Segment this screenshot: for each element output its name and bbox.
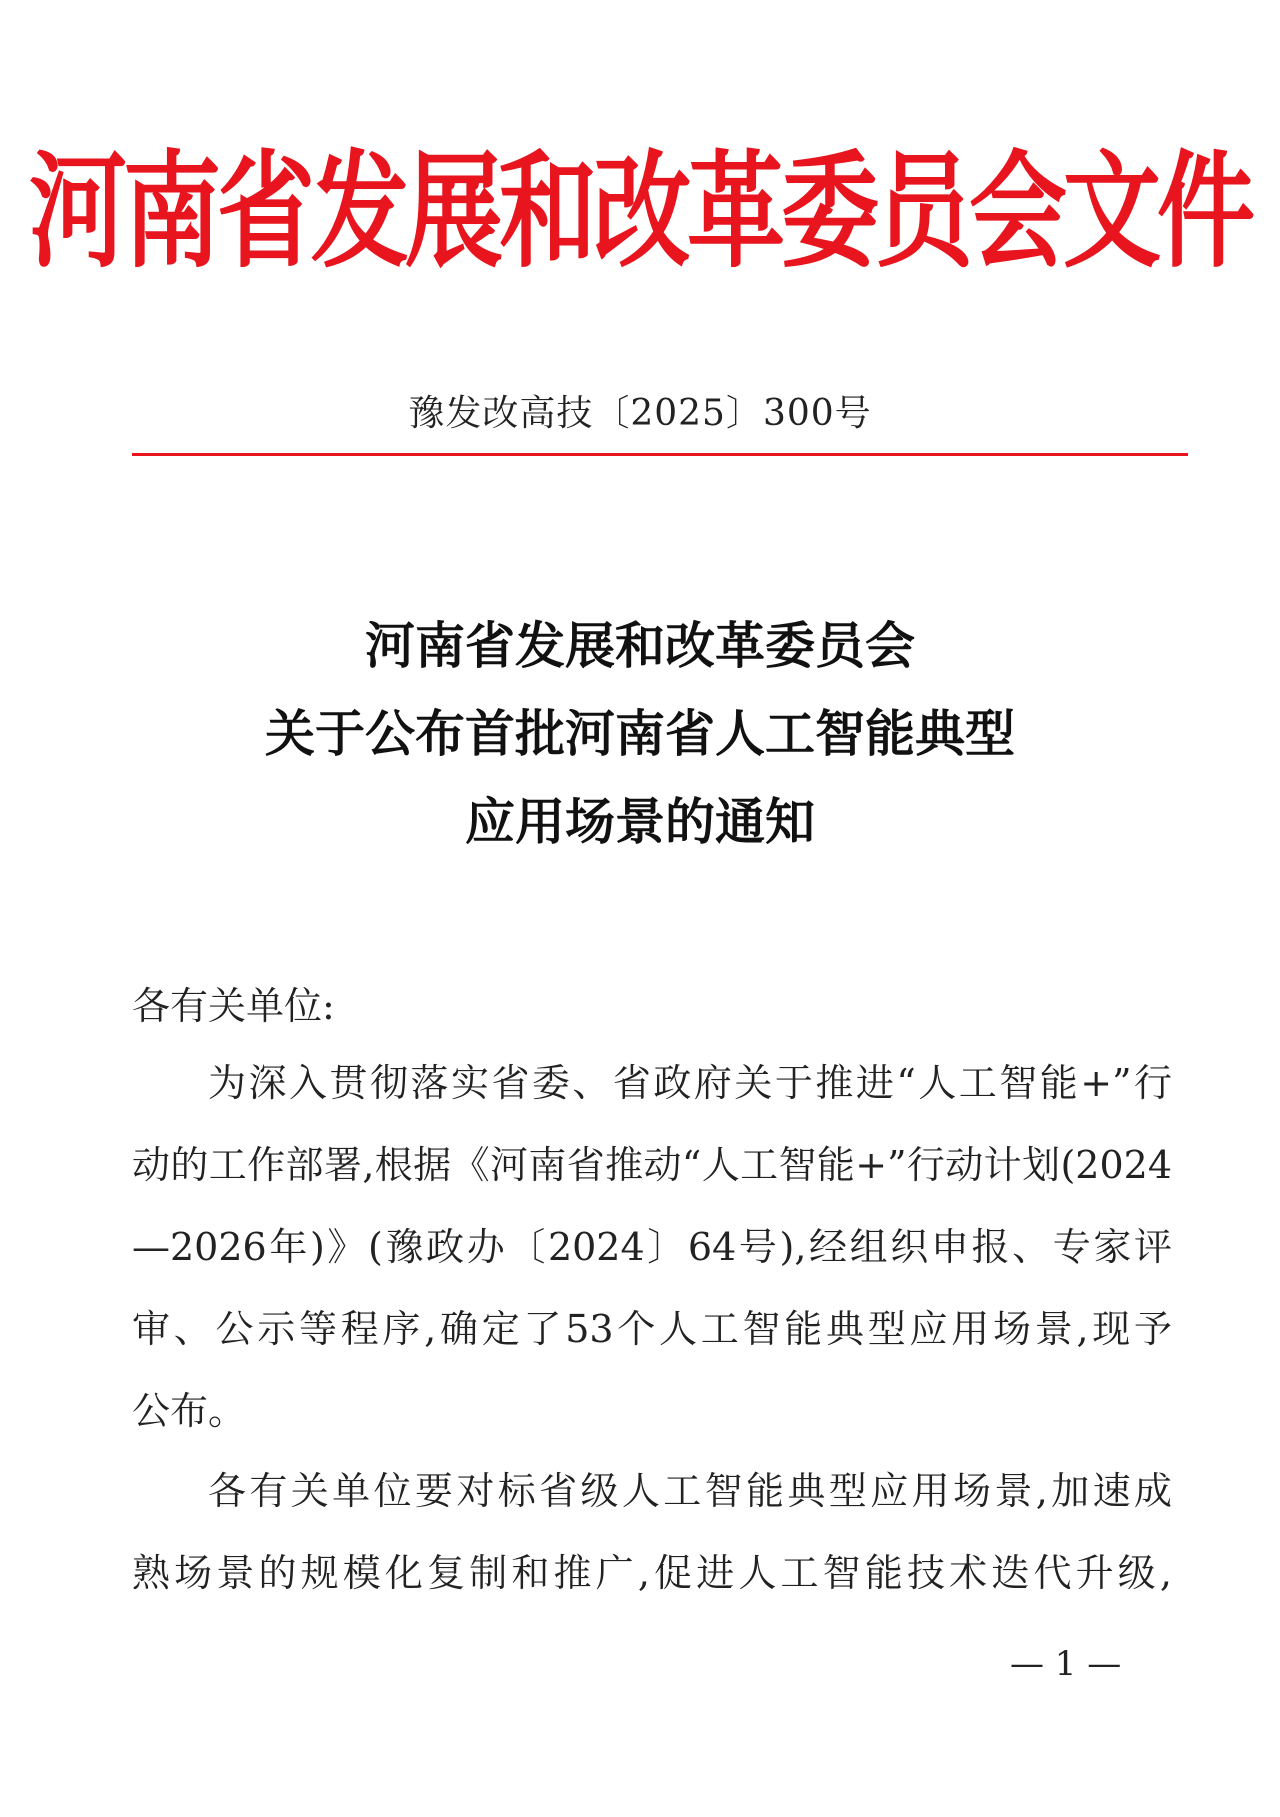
title-line: 关于公布首批河南省人工智能典型	[265, 704, 1015, 763]
title-line: 应用场景的通知	[465, 792, 815, 851]
title-line: 河南省发展和改革委员会	[365, 616, 915, 675]
paragraph-line: 各有关单位要对标省级人工智能典型应用场景,加速成	[208, 1469, 1172, 1513]
page-number: — 1 —	[1010, 1644, 1122, 1684]
body-paragraph	[132, 1042, 1172, 1452]
red-divider-line	[132, 453, 1188, 456]
paragraph-line: 熟场景的规模化复制和推广,促进人工智能技术迭代升级,	[132, 1551, 1172, 1595]
paragraph-line: 为深入贯彻落实省委、省政府关于推进“人工智能+”行	[208, 1061, 1172, 1105]
document-masthead: 河南省发展和改革委员会文件	[29, 138, 1252, 286]
document-number: 豫发改高技〔2025〕300号	[408, 393, 872, 434]
paragraph-line: 动的工作部署,根据《河南省推动“人工智能+”行动计划(2024	[132, 1143, 1172, 1187]
paragraph-line: 公布。	[132, 1389, 247, 1433]
salutation: 各有关单位:	[132, 984, 335, 1028]
paragraph-line: 审、公示等程序,确定了53个人工智能典型应用场景,现予	[132, 1307, 1172, 1351]
paragraph-line: —2026年)》(豫政办〔2024〕64号),经组织申报、专家评	[132, 1225, 1172, 1269]
body-paragraph	[132, 1450, 1172, 1614]
document-title	[0, 602, 1280, 866]
